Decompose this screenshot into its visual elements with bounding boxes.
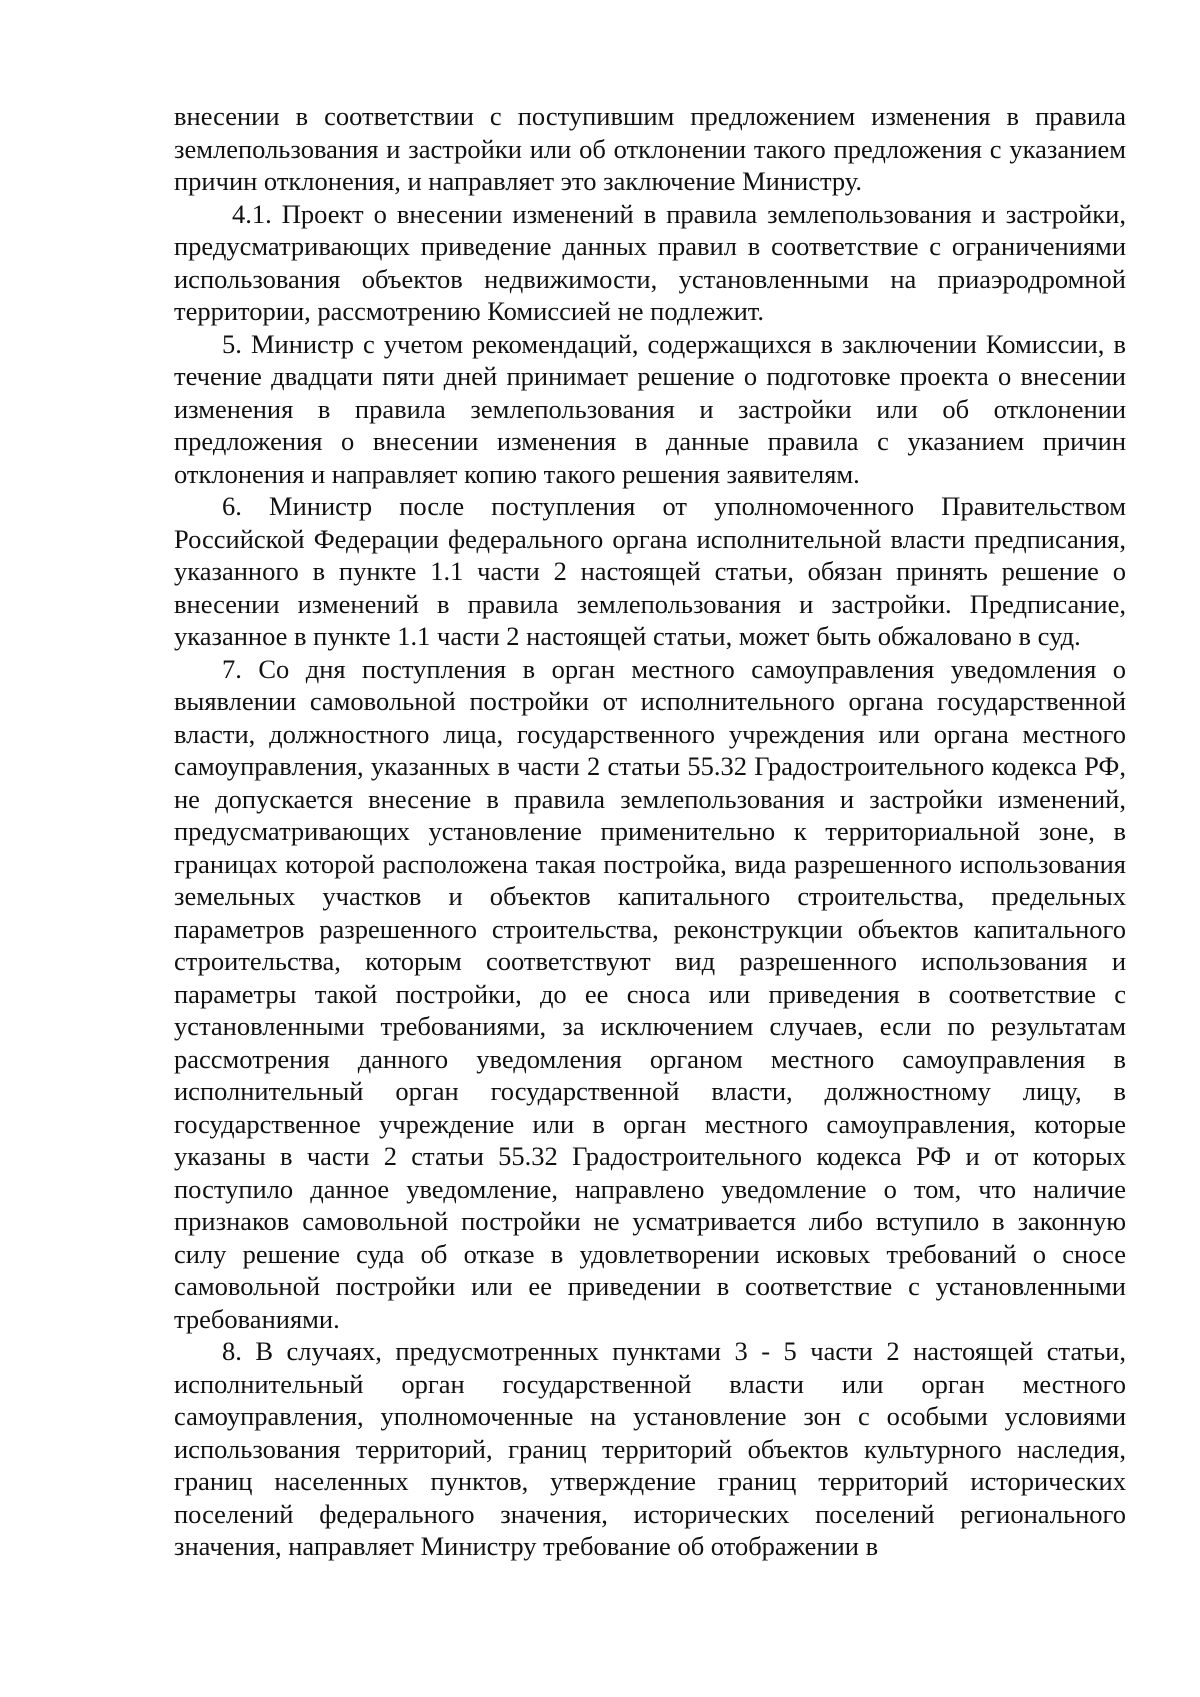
document-page	[174, 100, 1126, 1563]
paragraph-item-5: 5. Министр с учетом рекомендаций, содержащихся в заключении Комиссии, в течение двадцати пяти дней принимает решение о подготовке проекта о внесении изменения в правила землепользования и застройки или об отклонении предложения о внесении изменения в данные правила с указанием причин отклонения и направляет копию такого решения заявителям.	[174, 328, 1126, 489]
paragraph-item-6: 6. Министр после поступления от уполномоченного Правительством Российской Федерации федерального органа исполнительной власти предписания, указанного в пункте 1.1 части 2 настоящей статьи, обязан принять решение о внесении изменений в правила землепользования и застройки. Предписание, указанное в пункте 1.1 части 2 настоящей статьи, может быть обжаловано в суд.	[174, 491, 1126, 651]
paragraph-item-4-1: 4.1. Проект о внесении изменений в правила землепользования и застройки, предусматривающих приведение данных правил в соответствие с ограничениями использования объектов недвижимости, установленными на приаэродромной территории, рассмотрению Комиссией не подлежит.	[174, 198, 1126, 326]
paragraph-item-8: 8. В случаях, предусмотренных пунктами 3 - 5 части 2 настоящей статьи, исполнительный орган государственной власти или орган местного самоуправления, уполномоченные на установление зон с особыми условиями использования территорий, границ территорий объектов культурного наследия, границ населенных пунктов, утверждение границ территорий исторических поселений федерального значения, исторических поселений регионального значения, направляет Министру требование об отображении в	[174, 1336, 1126, 1561]
paragraph-item-7: 7. Со дня поступления в орган местного самоуправления уведомления о выявлении самовольной постройки от исполнительного органа государственной власти, должностного лица, государственного учреждения или органа местного самоуправления, указанных в части 2 статьи 55.32 Градостроительного кодекса РФ, не допускается внесение в правила землепользования и застройки изменений, предусматривающих установление применительно к территориальной зоне, в границах которой расположена такая постройка, вида разрешенного использования земельных участков и объектов капитального строительства, предельных параметров разрешенного строительства, реконструкции объектов капитального строительства, которым соответствуют вид разрешенного использования и параметры такой постройки, до ее сноса или приведения в соответствие с установленными требованиями, за исключением случаев, если по результатам рассмотрения данного уведомления органом местного самоуправления в исполнительный орган государственной власти, должностному лицу, в государственное учреждение или в орган местного самоуправления, которые указаны в части 2 статьи 55.32 Градостроительного кодекса РФ и от которых поступило данное уведомление, направлено уведомление о том, что наличие признаков самовольной постройки не усматривается либо вступило в законную силу решение суда об отказе в удовлетворении исковых требований о сносе самовольной постройки или ее приведении в соответствие с установленными требованиями.	[174, 653, 1126, 1334]
paragraph-continuation: внесении в соответствии с поступившим предложением изменения в правила землепользования и застройки или об отклонении такого предложения с указанием причин отклонения, и направляет это заключение Министру.	[174, 101, 1126, 196]
